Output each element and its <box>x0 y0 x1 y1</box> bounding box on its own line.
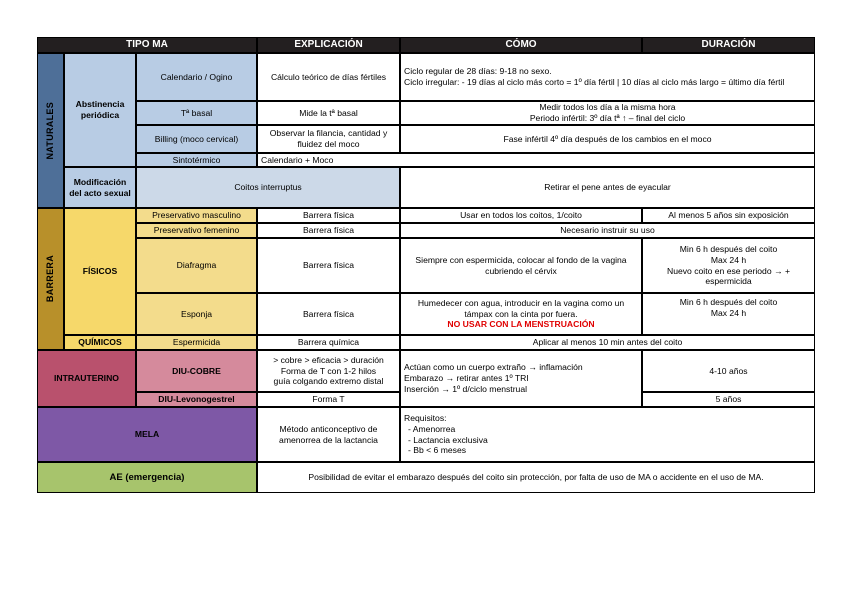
mela-requisito: - Amenorrea <box>408 423 456 434</box>
header-duracion: DURACIÓN <box>642 37 815 53</box>
diu-cobre-explicacion-1: > cobre > eficacia > duración <box>273 354 384 365</box>
esponja-como-text: Humedecer con agua, introducir en la vagina como un támpax con la cinta por fuera. <box>417 297 625 319</box>
header-como: CÓMO <box>400 37 642 53</box>
method-espermicida: Espermicida <box>136 335 257 350</box>
femenino-explicacion: Barrera física <box>257 223 400 238</box>
mela-requisitos <box>400 407 815 462</box>
method-basal: Tª basal <box>136 101 257 125</box>
ae-explicacion: Posibilidad de evitar el embarazo después del coito sin protección, por falta de uso de MA o accidente en el uso de MA. <box>257 462 815 493</box>
esponja-duracion-max: Max 24 h <box>710 307 747 318</box>
diu-como-3: Inserción → 1º d/ciclo menstrual <box>404 383 528 394</box>
masculino-explicacion: Barrera física <box>257 208 400 223</box>
subgroup-modificacion: Modificación del acto sexual <box>64 167 136 208</box>
diu-como-1: Actúan como un cuerpo extraño → inflamación <box>404 362 583 373</box>
method-preservativo-masculino: Preservativo masculino <box>136 208 257 223</box>
group-ae: AE (emergencia) <box>37 462 257 493</box>
contraceptive-methods-table <box>37 37 815 493</box>
method-preservativo-femenino: Preservativo femenino <box>136 223 257 238</box>
subgroup-fisicos: FÍSICOS <box>64 208 136 335</box>
basal-como <box>400 101 815 125</box>
group-naturales-label: NATURALES <box>44 101 55 160</box>
method-diu-cobre: DIU-COBRE <box>136 350 257 392</box>
mela-requisito: - Lactancia exclusiva <box>408 434 488 445</box>
sintotermico-explicacion: Calendario + Moco <box>257 153 815 167</box>
calendario-explicacion: Cálculo teórico de días fértiles <box>257 53 400 101</box>
espermicida-explicacion: Barrera química <box>257 335 400 350</box>
subgroup-abstinencia: Abstinencia periódica <box>64 53 136 167</box>
modificacion-como: Retirar el pene antes de eyacular <box>400 167 815 208</box>
esponja-explicacion: Barrera física <box>257 293 400 335</box>
esponja-warning: NO USAR CON LA MENSTRUACIÓN <box>447 319 595 330</box>
diu-levonogestrel-duracion: 5 años <box>642 392 815 407</box>
group-mela: MELA <box>37 407 257 462</box>
mela-explicacion: Método anticonceptivo de amenorrea de la lactancia <box>257 407 400 462</box>
diu-levonogestrel-explicacion: Forma T <box>257 392 400 407</box>
calendario-como <box>400 53 815 101</box>
method-esponja: Esponja <box>136 293 257 335</box>
diafragma-duracion-min: Min 6 h después del coito <box>679 244 778 255</box>
espermicida-como: Aplicar al menos 10 min antes del coito <box>400 335 815 350</box>
header-explicacion: EXPLICACIÓN <box>257 37 400 53</box>
diu-cobre-explicacion-2: Forma de T con 1-2 hilos <box>280 365 377 376</box>
diafragma-duracion <box>642 238 815 293</box>
method-calendario: Calendario / Ogino <box>136 53 257 101</box>
basal-explicacion: Mide la tª basal <box>257 101 400 125</box>
diafragma-duracion-max: Max 24 h <box>710 254 747 265</box>
method-diafragma: Diafragma <box>136 238 257 293</box>
header-tipo: TIPO MA <box>37 37 257 53</box>
diu-cobre-explicacion-3: guía colgando extremo distal <box>273 376 384 387</box>
masculino-como: Usar en todos los coitos, 1/coito <box>400 208 642 223</box>
esponja-duracion <box>642 293 815 335</box>
diafragma-como: Siempre con espermicida, colocar al fondo de la vagina cubriendo el cérvix <box>400 238 642 293</box>
method-billing: Billing (moco cervical) <box>136 125 257 153</box>
diafragma-explicacion: Barrera física <box>257 238 400 293</box>
modificacion-explicacion: Coitos interruptus <box>136 167 400 208</box>
diu-como <box>400 350 642 407</box>
esponja-duracion-min: Min 6 h después del coito <box>679 297 778 307</box>
mela-requisitos-title: Requisitos: <box>404 413 447 424</box>
basal-como-2: Periodo infértil: 3º día tª ↑ – final del ciclo <box>529 113 686 123</box>
group-naturales <box>37 53 64 208</box>
diu-cobre-explicacion <box>257 350 400 392</box>
diu-cobre-duracion: 4-10 años <box>642 350 815 392</box>
diu-como-2: Embarazo → retirar antes 1º TRI <box>404 373 529 384</box>
calendario-como-regular: Ciclo regular de 28 días: 9-18 no sexo. <box>404 66 552 77</box>
group-barrera-label: BARRERA <box>44 255 55 303</box>
billing-explicacion: Observar la filancia, cantidad y fluidez del moco <box>257 125 400 153</box>
method-diu-levonogestrel: DIU-Levonogestrel <box>136 392 257 407</box>
esponja-como <box>400 293 642 335</box>
group-barrera <box>37 208 64 350</box>
subgroup-quimicos: QUÍMICOS <box>64 335 136 350</box>
mela-requisito: - Bb < 6 meses <box>408 445 467 456</box>
diafragma-duracion-nuevo: Nuevo coito en ese periodo → + espermicida <box>666 265 790 287</box>
femenino-como: Necesario instruir su uso <box>400 223 815 238</box>
billing-como: Fase infértil 4º día después de los cambios en el moco <box>400 125 815 153</box>
group-intrauterino: INTRAUTERINO <box>37 350 136 407</box>
basal-como-1: Medir todos los día a la misma hora <box>539 102 676 113</box>
calendario-como-irregular: Ciclo irregular: - 19 días al ciclo más corto = 1º día fértil | 10 días al ciclo más largo = último día fértil <box>404 77 785 87</box>
method-sintotermico: Sintotérmico <box>136 153 257 167</box>
masculino-duracion: Al menos 5 años sin exposición <box>642 208 815 223</box>
